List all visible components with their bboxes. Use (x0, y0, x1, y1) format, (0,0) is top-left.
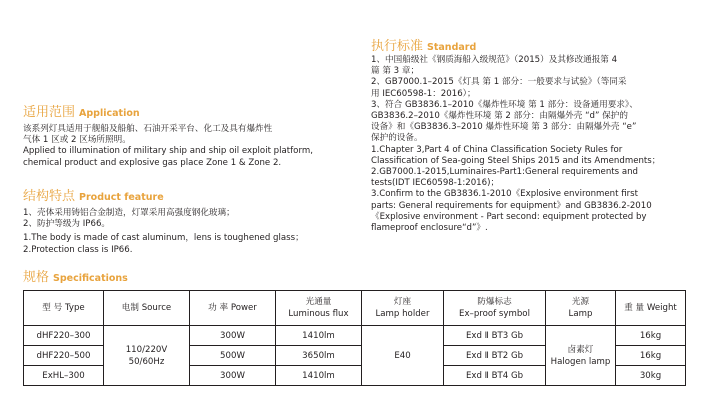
standard-line: 1、中国船级社《钢质海船入级规范》（2015）及其修改通报第 4 (371, 55, 618, 65)
header-lamp (546, 291, 616, 326)
standard-line: 3.Confirm to the GB3836.1-2010《Explosive environment first (371, 189, 639, 200)
application-title-en: Application (79, 108, 140, 119)
cell-type: ExHL–300 (24, 366, 104, 386)
application-title-cn: 适用范围 (23, 105, 76, 120)
header-source: 电制 Source (104, 291, 190, 326)
standard-line: 设备》和《GB3836.3–2010 爆炸性环境 第 3 部分：由隔爆外壳 “e” (371, 122, 637, 133)
header-symbol-cn: 防爆标志 (477, 297, 512, 307)
product-feature-title-en: Product feature (79, 192, 164, 203)
standard-line: flameproof enclosure“d”》. (371, 223, 488, 234)
specifications-title (23, 266, 128, 285)
standard-line: 保护的设备。 (371, 133, 423, 144)
header-lamp-cn: 光源 (571, 297, 590, 307)
header-flux (276, 291, 362, 326)
application-title (23, 101, 140, 120)
specifications-title-cn: 规格 (23, 270, 50, 285)
table-header-row (24, 291, 686, 326)
header-weight: 重 量 Weight (616, 291, 686, 326)
cell-weight: 16kg (616, 326, 686, 346)
standard-line: 《Explosive environment - Part second: equipment protected by (371, 211, 647, 222)
cell-lamp (546, 326, 616, 386)
standard-line: 用 IEC60598-1：2016）； (371, 88, 476, 99)
header-symbol-en: Ex–proof symbol (459, 309, 530, 319)
cell-flux: 1410lm (276, 326, 362, 346)
cell-flux: 1410lm (276, 366, 362, 386)
standard-line: 3、符合 GB3836.1–2010《爆炸性环境 第 1 部分：设备通用要求》、 (371, 99, 638, 110)
standard-line: Classification of Sea-going Steel Ships 2015 and its Amendments； (371, 155, 661, 166)
standard-line: 1.Chapter 3,Part 4 of China Classification Society Rules for (371, 144, 623, 155)
header-symbol (444, 291, 546, 326)
standard-text (371, 55, 660, 234)
standard-line: tests(IDT IEC60598-1:2016)； (371, 178, 500, 189)
cell-flux: 3650lm (276, 346, 362, 366)
cell-source (104, 326, 190, 386)
cell-weight: 30kg (616, 366, 686, 386)
feature-line: 2.Protection class is IP66. (23, 244, 133, 255)
specifications-table (23, 290, 686, 386)
cell-type: dHF220–300 (24, 326, 104, 346)
header-lamp-holder-en: Lamp holder (375, 309, 430, 319)
standard-line: GB3836.2–2010《爆炸性环境 第 2 部分：由隔爆外壳 “d” 保护的 (371, 111, 628, 122)
header-lamp-holder-cn: 灯座 (393, 297, 412, 307)
cell-symbol: Exd Ⅱ BT3 Gb (444, 326, 546, 346)
standard-line: 篇 第 3 章； (371, 66, 420, 77)
application-line: chemical product and explosive gas place Zone 1 & Zone 2. (23, 157, 282, 168)
header-power: 功 率 Power (190, 291, 276, 326)
product-feature-title-cn: 结构特点 (23, 189, 76, 204)
cell-power: 500W (190, 346, 276, 366)
application-text (23, 124, 313, 169)
application-line: 气体 1 区或 2 区场所照明。 (23, 135, 131, 146)
application-line: 该系列灯具适用于舰船及船舶、石油开采平台、化工及具有爆炸性 (23, 124, 273, 134)
table-row (24, 326, 686, 346)
cell-weight: 16kg (616, 346, 686, 366)
cell-power: 300W (190, 366, 276, 386)
source-frequency: 50/60Hz (128, 356, 165, 367)
product-feature-title (23, 185, 164, 204)
source-voltage: 110/220V (125, 344, 168, 355)
header-flux-cn: 光通量 (305, 297, 332, 307)
standard-line: 2.GB7000.1-2015,Luminaires-Part1:General requirements and (371, 167, 639, 178)
feature-line: 2、防护等级为 IP66。 (23, 219, 111, 230)
standard-title-cn: 执行标准 (371, 39, 424, 54)
cell-lamp-holder: E40 (362, 326, 444, 386)
cell-type: dHF220–500 (24, 346, 104, 366)
lamp-cn: 卤素灯 (567, 344, 594, 355)
standard-line: 2、GB7000.1–2015《灯具 第 1 部分：一般要求与试验》（等同采 (371, 77, 627, 88)
cell-power: 300W (190, 326, 276, 346)
header-lamp-en: Lamp (568, 309, 593, 319)
standard-line: parts: General requirements for equipment》and GB3836.2-2010 (371, 200, 652, 211)
standard-title (371, 35, 476, 54)
cell-symbol: Exd Ⅱ BT4 Gb (444, 366, 546, 386)
standard-title-en: Standard (427, 42, 477, 53)
application-line: Applied to illumination of military ship and ship oil exploit platform, (23, 146, 313, 157)
header-type: 型 号 Type (24, 291, 104, 326)
feature-line: 1.The body is made of cast aluminum，lens is toughened glass； (23, 233, 304, 244)
header-lamp-holder (362, 291, 444, 326)
header-flux-en: Luminous flux (288, 309, 349, 319)
lamp-en: Halogen lamp (550, 356, 611, 367)
feature-line: 1、壳体采用铸铝合金制造，灯罩采用高强度钢化玻璃； (23, 208, 235, 218)
product-feature-text (23, 208, 304, 256)
cell-symbol: Exd Ⅱ BT2 Gb (444, 346, 546, 366)
specifications-title-en: Specifications (53, 273, 128, 284)
